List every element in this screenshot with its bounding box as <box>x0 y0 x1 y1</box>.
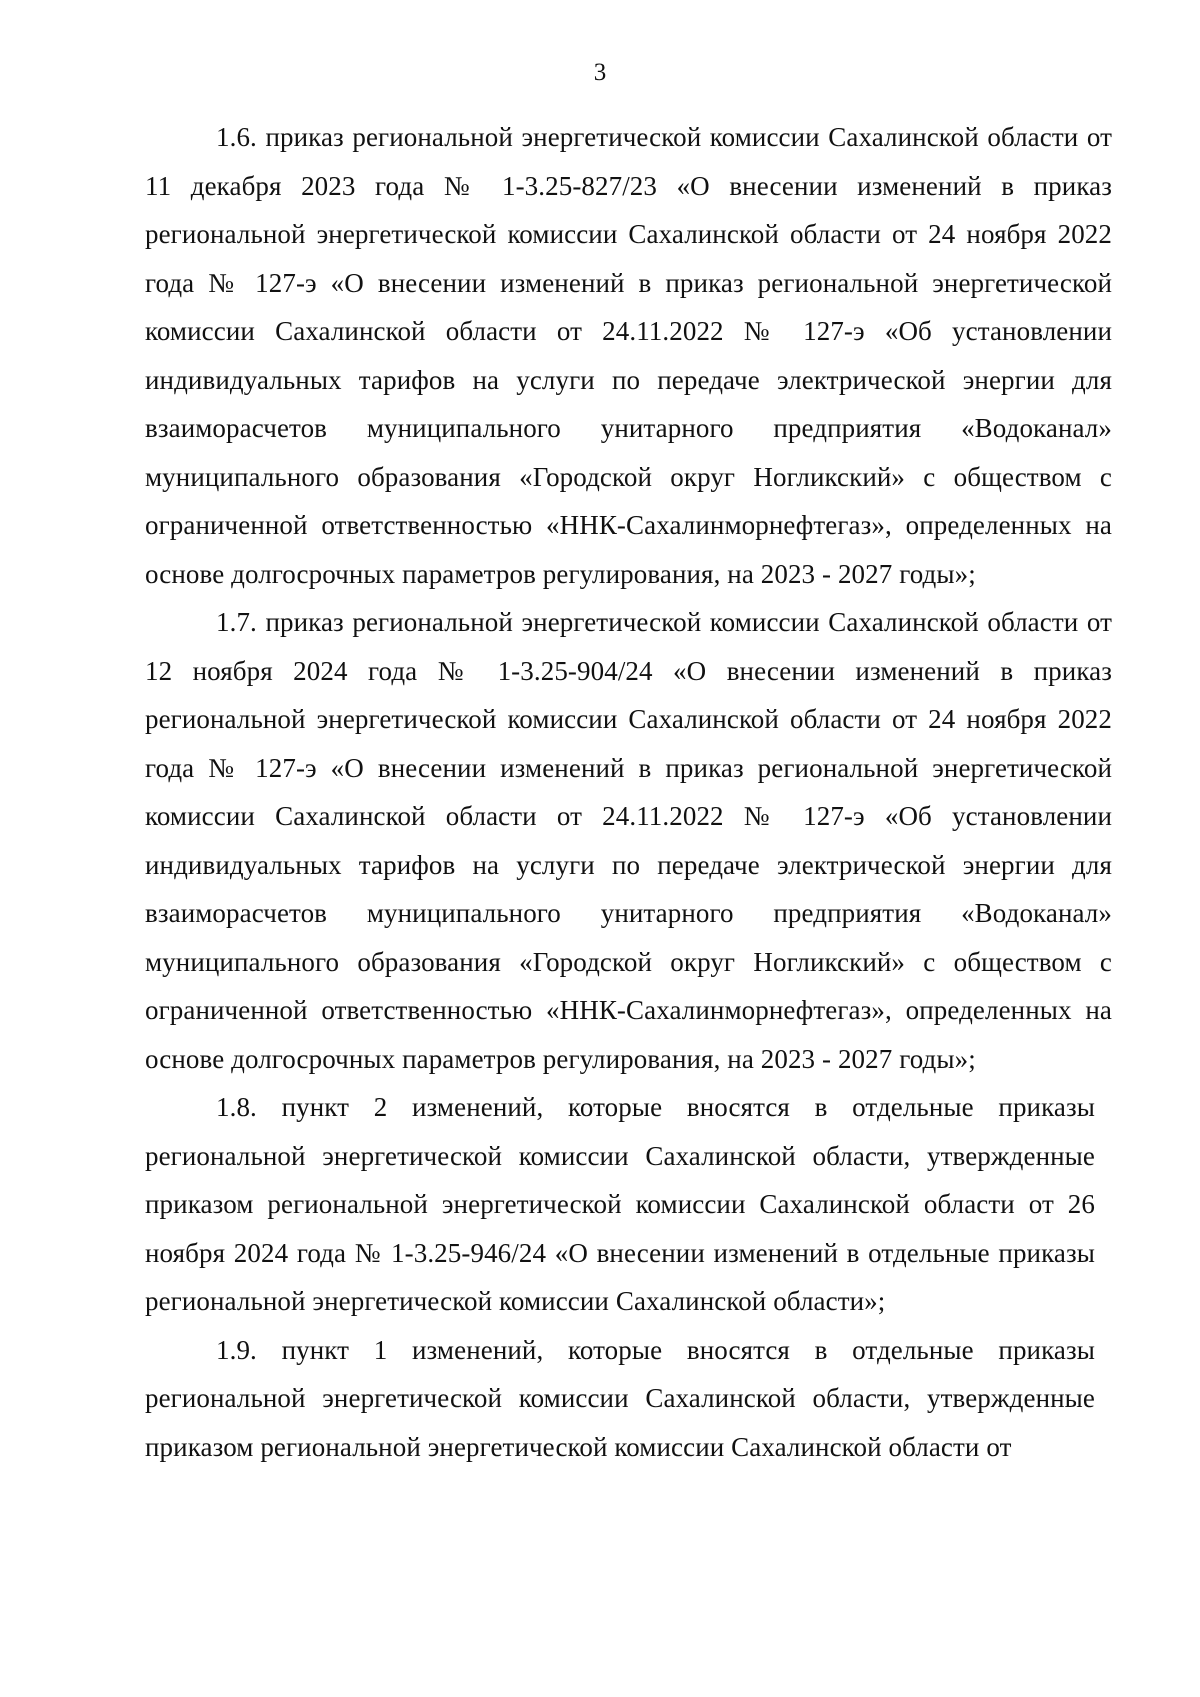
paragraph-1-6: 1.6. приказ региональной энергетической комиссии Сахалинской области от 11 декабря 2023 года № 1-3.25-827/23 «О внесении изменений в приказ региональной энергетической комиссии Сахалинской области от 24 ноября 2022 года № 127-э «О внесении изменений в приказ региональной энергетической комиссии Сахалинской области от 24.11.2022 № 127-э «Об установлении индивидуальных тарифов на услуги по передаче электрической энергии для взаиморасчетов муниципального унитарного предприятия «Водоканал» муниципального образования «Городской округ Ногликский» с обществом с ограниченной ответственностью «ННК-Сахалинморнефтегаз», определенных на основе долгосрочных параметров регулирования, на 2023 - 2027 годы»; <box>145 122 1112 589</box>
page-number: 3 <box>593 59 607 86</box>
paragraph-1-7: 1.7. приказ региональной энергетической комиссии Сахалинской области от 12 ноября 2024 года № 1-3.25-904/24 «О внесении изменений в приказ региональной энергетической комиссии Сахалинской области от 24 ноября 2022 года № 127-э «О внесении изменений в приказ региональной энергетической комиссии Сахалинской области от 24.11.2022 № 127-э «Об установлении индивидуальных тарифов на услуги по передаче электрической энергии для взаиморасчетов муниципального унитарного предприятия «Водоканал» муниципального образования «Городской округ Ногликский» с обществом с ограниченной ответственностью «ННК-Сахалинморнефтегаз», определенных на основе долгосрочных параметров регулирования, на 2023 - 2027 годы»; <box>145 607 1112 1074</box>
document-body <box>145 113 1112 1471</box>
paragraph-1-8: 1.8. пункт 2 изменений, которые вносятся в отдельные приказы региональной энергетической комиссии Сахалинской области, утвержденные приказом региональной энергетической комиссии Сахалинской области от 26 ноября 2024 года № 1-3.25-946/24 «О внесении изменений в отдельные приказы региональной энергетической комиссии Сахалинской области»; <box>145 1092 1095 1316</box>
paragraph-1-9: 1.9. пункт 1 изменений, которые вносятся в отдельные приказы региональной энергетической комиссии Сахалинской области, утвержденные приказом региональной энергетической комиссии Сахалинской области от <box>145 1334 1095 1462</box>
